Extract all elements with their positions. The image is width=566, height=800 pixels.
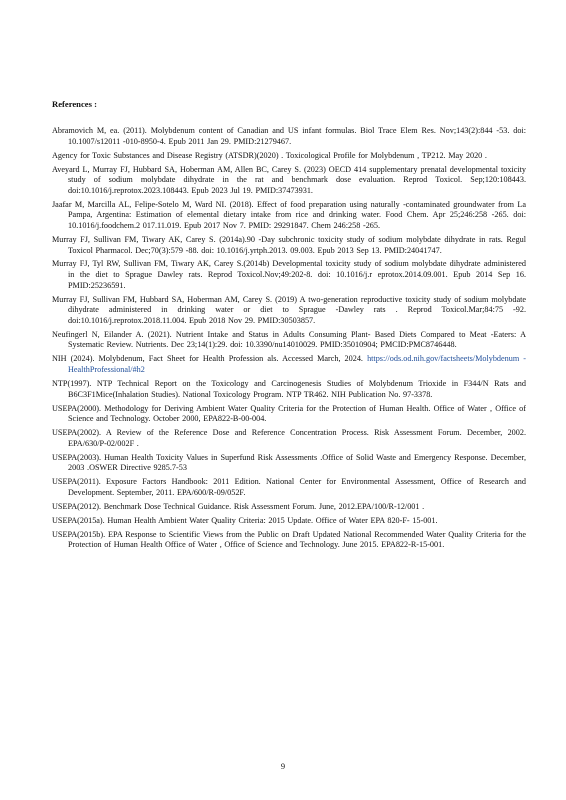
reference-text: USEPA(2015b). EPA Response to Scientific Views from the Public on Draft Updated National Recommended Water Quality Criteria for the Protection of Human Health Office of Water , Office of Science and Technology. June 2015. EPA822-R-15-001. — [52, 529, 526, 550]
reference-entry — [52, 477, 526, 498]
reference-text: NIH (2024). Molybdenum, Fact Sheet for Health Profession als. Accessed March, 2024. — [52, 354, 363, 364]
reference-text: USEPA(2011). Exposure Factors Handbook: 2011 Edition. National Center for Environmental Assessment, Office of Research and Development. September, 2011. EPA/600/R-09/052F. — [52, 477, 526, 497]
reference-text: Murray FJ, Sullivan FM, Hubbard SA, Hoberman AM, Carey S. (2019) A two-generation reproductive toxicity study of sodium molybdate dihydrate administered in drinking water or diet to Sprague -Dawley rats . Reprod Toxicol.Mar;84:75 -92. doi:10.1016/j.reprotox.2018.11.004. Epub 2018 Nov 29. PMID:30503857. — [52, 294, 526, 325]
reference-text: USEPA(2002). A Review of the Reference Dose and Reference Concentration Process. Risk Assessment Forum. December, 2002. EPA/630/P-02/002F . — [52, 428, 526, 448]
reference-entry — [52, 502, 526, 513]
references-heading: References : — [52, 99, 97, 109]
reference-entry — [52, 330, 526, 351]
reference-entry — [52, 235, 526, 256]
reference-entry — [52, 516, 526, 527]
reference-entry — [52, 259, 526, 291]
reference-text: Jaafar M, Marcilla AL, Felipe-Sotelo M, Ward NI. (2018). Effect of food preparation using naturally -contaminated groundwater from La Pampa, Argentina: Estimation of elemental dietary intake from rice and drinking water. Food Chem. Apr 25;246:258 -265. doi: 10.1016/j.foodchem.2 017.11.019. Epub 2017 Nov 7. PMID: 29291847. Chem 246:258 -265. — [52, 199, 526, 230]
reference-entry — [52, 126, 526, 147]
reference-text: USEPA(2015a). Human Health Ambient Water Quality Criteria: 2015 Update. Office of Water EPA 820-F- 15-001. — [52, 515, 438, 525]
reference-text: NTP(1997). NTP Technical Report on the Toxicology and Carcinogenesis Studies of Molybdenum Trioxide in F344/N Rats and B6C3F1Mice(Inhalation Studies). National Toxicology Program. NTP TR462. NIH Publication No. 97-3378. — [52, 378, 526, 399]
page-number: 9 — [280, 762, 286, 771]
reference-entry — [52, 530, 526, 551]
reference-entry — [52, 379, 526, 400]
reference-text: USEPA(2012). Benchmark Dose Technical Guidance. Risk Assessment Forum. June, 2012.EPA/100/R-12/001 . — [52, 501, 425, 511]
reference-text: Abramovich M, ea. (2011). Molybdenum content of Canadian and US infant formulas. Biol Trace Elem Res. Nov;143(2):844 -53. doi: 10.1007/s12011 -010-8950-4. Epub 2011 Jan 29. PMID:21279467. — [52, 126, 526, 146]
reference-entry — [52, 354, 526, 375]
reference-text: USEPA(2000). Methodology for Deriving Ambient Water Quality Criteria for the Protection of Human Health. Office of Water , Office of Science and Technology. October 2000, EPA822-B-00-004. — [52, 403, 526, 424]
reference-entry — [52, 453, 526, 474]
reference-text: USEPA(2003). Human Health Toxicity Values in Superfund Risk Assessments .Office of Solid Waste and Emergency Response. December, 2003 .OSWER Directive 9285.7-53 — [52, 452, 526, 473]
reference-text: Murray FJ, Sullivan FM, Tiwary AK, Carey S. (2014a).90 -Day subchronic toxicity study of sodium molybdate dihydrate in rats. Regul Toxicol Pharmacol. Dec;70(3):579 -88. doi: 10.1016/j.yrtph.2013. 09.003. Epub 2013 Sep 13. PMID:24041747. — [52, 234, 526, 255]
reference-text: Agency for Toxic Substances and Disease Registry (ATSDR)(2020) . Toxicological Profile for Molybdenum , TP212. May 2020 . — [52, 150, 487, 160]
reference-text: Aveyard L, Murray FJ, Hubbard SA, Hoberman AM, Allen BC, Carey S. (2023) OECD 414 supplementary prenatal developmental toxicity study of sodium molybdate dihydrate in the rat and benchmark dose evaluation. Reprod Toxicol. Sep;120:108443. doi:10.1016/j.reprotox.2023.108443. Epub 2023 Jul 19. PMID:37473931. — [52, 164, 526, 195]
reference-entry — [52, 295, 526, 327]
reference-text: Murray FJ, Tyl RW, Sullivan FM, Tiwary AK, Carey S.(2014b) Developmental toxicity study of sodium molybdate dihydrate administered in the diet to Sprague Dawley rats. Reprod Toxicol.Nov;49:202-8. doi: 10.1016/j.r eprotox.2014.09.001. Epub 2014 Sep 16. PMID:25236591. — [52, 259, 526, 290]
reference-entry — [52, 428, 526, 449]
reference-entry — [52, 165, 526, 197]
reference-link[interactable]: https://ods.od.nih.gov/factsheets/Molybdenum -HealthProfessional/#h2 — [68, 354, 526, 374]
reference-entry — [52, 404, 526, 425]
reference-entry — [52, 200, 526, 232]
reference-text: Neufingerl N, Eilander A. (2021). Nutrient Intake and Status in Adults Consuming Plant- Based Diets Compared to Meat -Eaters: A Systematic Review. Nutrients. Dec 23;14(1):29. doi: 10.3390/nu14010029. PMID:35010904; PMCID:PMC8746448. — [52, 329, 526, 350]
reference-entry — [52, 151, 526, 162]
reference-list — [52, 126, 526, 554]
